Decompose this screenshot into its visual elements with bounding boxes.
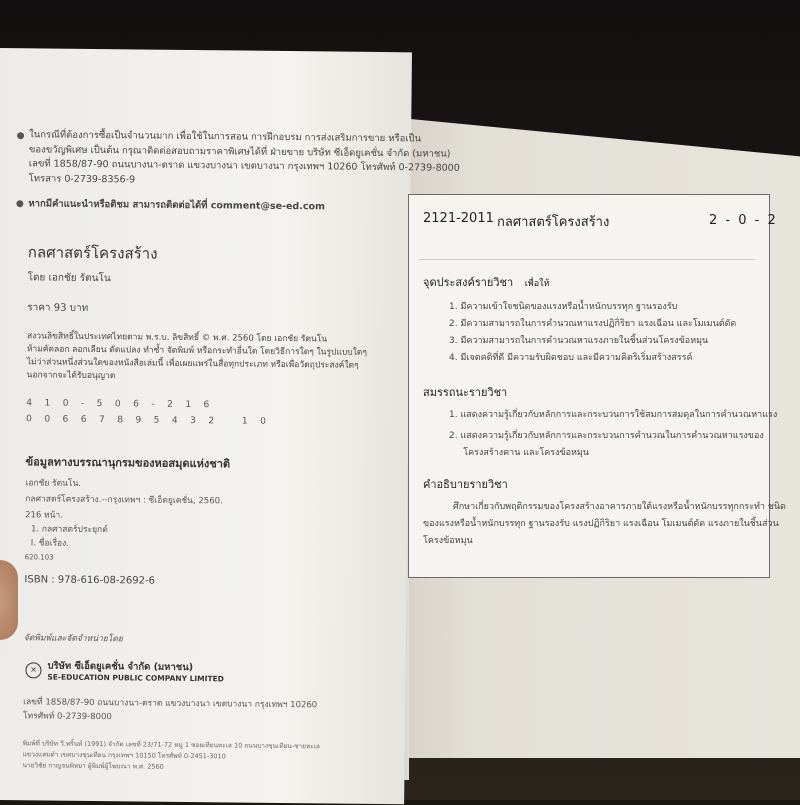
copyright-line: นอกจากจะได้รับอนุญาต (26, 370, 116, 382)
catalog-line: เอกชัย รัตนโน. (25, 478, 82, 489)
printer-line: พิมพ์ที่ บริษัท วี.พริ้นท์ (1991) จำกัด เลขที่ 23/71-72 หมู่ 1 ซอยเทียนทะเล 10 ถนนบางขุนเทียน-ชายทะเล (22, 739, 320, 751)
bullet-icon (17, 132, 24, 139)
publisher-phone: โทรศัพท์ 0-2739-8000 (22, 711, 112, 723)
list-item: 1. มีความเข้าใจชนิดของแรงหรือน้ำหนักบรรทุก ฐานรองรับ (449, 302, 678, 312)
course-title: กลศาสตร์โครงสร้าง (497, 215, 610, 230)
description-line: ศึกษาเกี่ยวกับพฤติกรรมของโครงสร้างอาคารภายใต้แรงหรือน้ำหนักบรรทุกกระทำ ชนิด (453, 502, 786, 512)
publisher-label: จัดพิมพ์และจัดจำหน่ายโดย (23, 633, 123, 645)
publisher-name-en: SE-EDUCATION PUBLIC COMPANY LIMITED (47, 672, 224, 684)
course-credits: 2 - 0 - 2 (709, 213, 778, 228)
description-line: โครงข้อหมุน (423, 536, 473, 546)
notice-line: เลขที่ 1858/87-90 ถนนบางนา-ตราด แขวงบางนา เขตบางนา กรุงเทพฯ 10260 โทรศัพท์ 0-2739-8000 (28, 158, 460, 174)
barcode-digits-row-1: 410-506-216 (26, 398, 222, 411)
catalog-line: 216 หน้า. (25, 510, 63, 521)
copyright-line: สงวนลิขสิทธิ์ในประเทศไทยตาม พ.ร.บ. ลิขสิทธิ์ © พ.ศ. 2560 โดย เอกชัย รัตนโน (26, 331, 328, 345)
objectives-heading (423, 273, 549, 291)
objectives-heading-text: จุดประสงค์รายวิชา (423, 276, 514, 289)
copyright-block (27, 330, 368, 386)
bulk-order-notice (29, 128, 461, 191)
competency-list (449, 407, 777, 462)
description-block (423, 499, 786, 550)
divider (419, 259, 755, 260)
publisher-logo-icon: ✕ (25, 662, 41, 678)
objectives-suffix: เพื่อให้ (524, 279, 550, 289)
isbn: ISBN : 978-616-08-2692-6 (24, 574, 155, 587)
list-item: โครงสร้างคาน และโครงข้อหมุน (449, 448, 590, 458)
course-box (408, 194, 786, 578)
list-item: 2. มีความสามารถในการคำนวณหาแรงปฏิกิริยา แรงเฉือน และโมเมนต์ดัด (449, 319, 737, 329)
list-item: 3. มีความสามารถในการคำนวณหาแรงภายในชิ้นส่วนโครงข้อหมุน (449, 336, 709, 346)
catalog-line: กลศาสตร์โครงสร้าง.--กรุงเทพฯ : ซีเอ็ดยูเคชั่น, 2560. (25, 494, 223, 507)
copyright-line: ไม่ว่าส่วนหนึ่งส่วนใดของหนังสือเล่มนี้ เพื่อเผยแพร่ในสื่อทุกประเภท หรือเพื่อวัตถุประสงค์ใดๆ (26, 357, 359, 371)
course-code: 2121-2011 (423, 211, 494, 226)
book-price: ราคา 93 บาท (27, 302, 89, 314)
catalog-line: 620.103 (24, 553, 54, 562)
comment-line (28, 196, 325, 214)
catalog-block (25, 476, 223, 566)
description-line: ของแรงหรือน้ำหนักบรรทุก ฐานรองรับ แรงปฏิกิริยา แรงเฉือน โมเมนต์ดัด แรงภายในชิ้นส่วน (423, 519, 779, 529)
description-heading: คำอธิบายรายวิชา (423, 478, 508, 491)
bullet-icon (16, 200, 23, 207)
copyright-line: ห้ามคัดลอก ลอกเลียน ดัดแปลง ทำซ้ำ จัดพิมพ์ หรือกระทำอื่นใด โดยวิธีการใดๆ ในรูปแบบใดๆ (26, 344, 368, 358)
printer-block (22, 738, 320, 774)
notice-line: ของขวัญพิเศษ เป็นต้น กรุณาติดต่อสอบถามราคาพิเศษได้ที่ ฝ่ายขาย บริษัท ซีเอ็ดยูเคชั่น จำกัด (มหาชน) (28, 143, 451, 160)
comment-text: หากมีคำแนะนำหรือติชม สามารถติดต่อได้ที่ comment@se-ed.com (28, 198, 325, 213)
list-item: 4. มีเจตคติที่ดี มีความรับผิดชอบ และมีความคิดริเริ่มสร้างสรรค์ (449, 353, 693, 363)
objectives-list (449, 299, 736, 367)
barcode-digits-row-2: 00667895432 10 (26, 414, 279, 427)
thumb (0, 560, 18, 640)
list-item: 2. แสดงความรู้เกี่ยวกับหลักการและกระบวนการคำนวณในการคำนวณหาแรงของ (449, 431, 764, 441)
catalog-line: I. ชื่อเรื่อง. (30, 538, 70, 549)
book-author: โดย เอกชัย รัตนโน (27, 272, 111, 285)
book-title: กลศาสตร์โครงสร้าง (27, 243, 158, 263)
list-item: 1. แสดงความรู้เกี่ยวกับหลักการและกระบวนการใช้สมการสมดุลในการคำนวณหาแรง (449, 410, 778, 420)
notice-line: ในกรณีที่ต้องการซื้อเป็นจำนวนมาก เพื่อใช้ในการสอน การฝึกอบรม การส่งเสริมการขาย หรือเป็น (29, 129, 422, 145)
catalog-line: 1. กลศาสตร์ประยุกต์ (30, 524, 108, 536)
competency-heading: สมรรถนะรายวิชา (423, 386, 508, 399)
catalog-heading: ข้อมูลทางบรรณานุกรมของหอสมุดแห่งชาติ (25, 455, 231, 471)
notice-line: โทรสาร 0-2739-8356-9 (28, 172, 136, 185)
publisher-name-th: บริษัท ซีเอ็ดยูเคชั่น จำกัด (มหาชน) (47, 660, 194, 674)
publisher-address: เลขที่ 1858/87-90 ถนนบางนา-ตราด แขวงบางนา เขตบางนา กรุงเทพฯ 10260 (23, 697, 318, 711)
printer-line: แขวงแสมดำ เขตบางขุนเทียน กรุงเทพฯ 10150 โทรศัพท์ 0-2451-3010 (22, 750, 226, 761)
printer-line: นายวิชัย กาญจนพิทยา ผู้พิมพ์ผู้โฆษณา พ.ศ. 2560 (22, 761, 164, 771)
